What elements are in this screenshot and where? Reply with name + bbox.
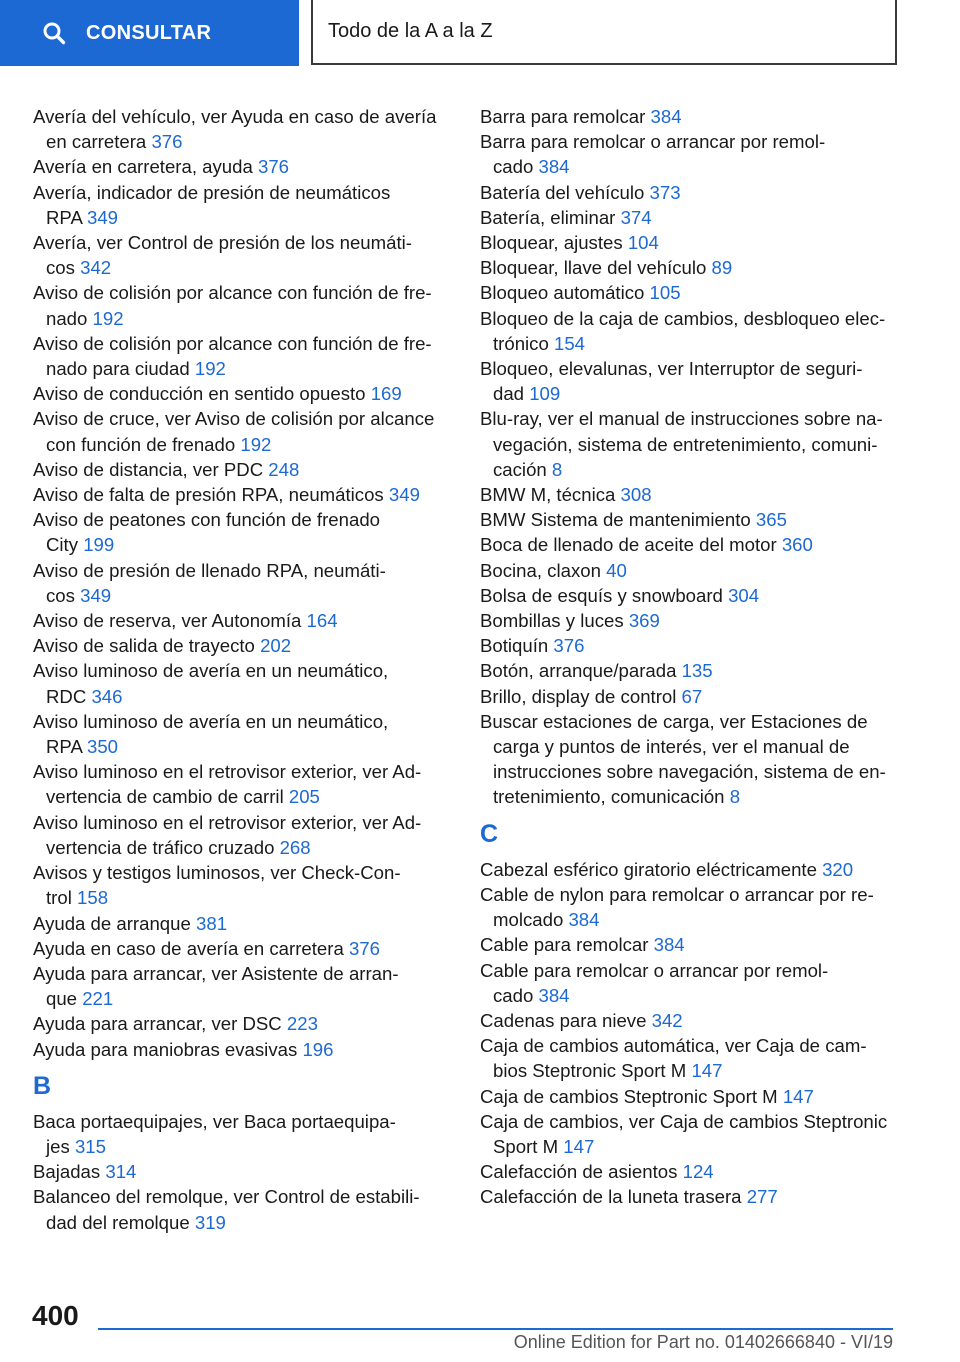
- index-entry: [480, 709, 900, 734]
- index-entry-continuation: [33, 306, 445, 331]
- index-entry-text: molcado: [493, 909, 564, 931]
- index-entry-continuation: [480, 759, 900, 784]
- index-entry: [480, 1084, 900, 1109]
- page-reference-link[interactable]: 268: [279, 836, 311, 858]
- index-entry: [480, 684, 900, 709]
- index-entry: [480, 507, 900, 532]
- index-entry: [480, 633, 900, 658]
- index-entry: [480, 882, 900, 907]
- index-entry-text: Calefacción de la luneta trasera: [480, 1186, 742, 1208]
- index-entry-text: dad: [493, 383, 525, 405]
- page-reference-link[interactable]: 158: [77, 887, 109, 909]
- index-entry: [480, 532, 900, 557]
- index-entry-text: Avería en carretera, ayuda: [33, 156, 253, 178]
- page-reference-link[interactable]: 304: [728, 584, 760, 606]
- index-entry: [33, 1184, 445, 1209]
- index-entry-continuation: [33, 255, 445, 280]
- index-entry-text: cado: [493, 156, 534, 178]
- index-column-right: [480, 104, 900, 1210]
- page-reference-link[interactable]: 376: [348, 937, 380, 959]
- search-label: CONSULTAR: [86, 21, 212, 44]
- index-entry-text: nado para ciudad: [46, 358, 190, 380]
- index-entry-text: Aviso de conducción en sentido opuesto: [33, 383, 366, 405]
- page-reference-link[interactable]: 124: [682, 1161, 714, 1183]
- index-entry-text: Boca de llenado de aceite del motor: [480, 534, 777, 556]
- index-entry: [480, 857, 900, 882]
- page-number: 400: [32, 1300, 79, 1331]
- index-entry: [480, 180, 900, 205]
- index-entry-text: Aviso de salida de trayecto: [33, 635, 255, 657]
- page-reference-link[interactable]: 205: [288, 786, 320, 808]
- index-entry-text: Aviso de colisión por alcance con función de fre-: [33, 332, 432, 354]
- page-reference-link[interactable]: 349: [388, 484, 420, 506]
- page-reference-link[interactable]: 223: [286, 1013, 318, 1035]
- page-reference-link[interactable]: 349: [80, 584, 112, 606]
- index-entry-continuation: [33, 432, 445, 457]
- index-entry: [480, 482, 900, 507]
- index-entry-continuation: [33, 532, 445, 557]
- page-reference-link[interactable]: 104: [627, 232, 659, 254]
- index-entry-text: Bloquear, ajustes: [480, 232, 623, 254]
- index-entry: [33, 961, 445, 986]
- page-reference-link[interactable]: 199: [83, 534, 115, 556]
- page-reference-link[interactable]: 342: [651, 1009, 683, 1031]
- search-button[interactable]: [0, 0, 299, 66]
- page-reference-link[interactable]: 40: [606, 559, 627, 581]
- index-entry-text: BMW M, técnica: [480, 484, 616, 506]
- index-entry: [33, 280, 445, 305]
- index-entry-continuation: [33, 784, 445, 809]
- index-entry-text: Cable de nylon para remolcar o arrancar por re-: [480, 883, 874, 905]
- page-reference-link[interactable]: 369: [628, 610, 660, 632]
- index-entry-text: Calefacción de asientos: [480, 1161, 678, 1183]
- index-entry-text: Brillo, display de control: [480, 685, 677, 707]
- index-entry: [480, 406, 900, 431]
- index-entry-text: Aviso luminoso en el retrovisor exterior, ver Ad-: [33, 761, 422, 783]
- page-reference-link[interactable]: 376: [257, 156, 290, 178]
- page-reference-link[interactable]: 384: [568, 909, 600, 931]
- index-entry: [33, 633, 445, 658]
- index-entry-text: Aviso de presión de llenado RPA, neumáti-: [33, 559, 386, 581]
- index-entry: [480, 1008, 900, 1033]
- index-entry: [480, 1159, 900, 1184]
- page-reference-link[interactable]: 346: [91, 685, 123, 707]
- page-reference-link[interactable]: 360: [781, 534, 813, 556]
- page-reference-link[interactable]: 248: [268, 458, 300, 480]
- page-title: Todo de la A a la Z: [328, 20, 493, 42]
- index-entry-text: Bombillas y luces: [480, 610, 624, 632]
- index-entry-continuation: [33, 986, 445, 1011]
- index-entry: [480, 104, 900, 129]
- page-reference-link[interactable]: 365: [755, 509, 787, 531]
- index-entry-continuation: [33, 129, 445, 154]
- index-entry-text: instrucciones sobre navegación, sistema de en-: [493, 761, 886, 783]
- index-entry-text: Cable para remolcar o arrancar por remol-: [480, 959, 829, 981]
- page-reference-link[interactable]: 164: [306, 610, 338, 632]
- index-entry: [480, 958, 900, 983]
- index-entry-text: Caja de cambios automática, ver Caja de cam-: [480, 1035, 867, 1057]
- page-reference-link[interactable]: 192: [240, 433, 272, 455]
- index-entry-text: Botón, arranque/parada: [480, 660, 677, 682]
- index-entry-continuation: [480, 331, 900, 356]
- index-entry-text: Aviso de peatones con función de frenado: [33, 509, 380, 531]
- index-entry: [33, 1159, 445, 1184]
- index-entry: [480, 1109, 900, 1134]
- index-entry: [480, 230, 900, 255]
- page-reference-link[interactable]: 154: [553, 332, 586, 354]
- index-entry-text: carga y puntos de interés, ver el manual de: [493, 736, 850, 758]
- index-entry: [33, 230, 445, 255]
- index-entry-text: Barra para remolcar o arrancar por remol-: [480, 131, 826, 153]
- search-icon: [42, 20, 68, 46]
- index-entry-text: con función de frenado: [46, 433, 236, 455]
- page-reference-link[interactable]: 374: [620, 206, 652, 228]
- index-entry: [480, 306, 900, 331]
- index-entry: [33, 709, 445, 734]
- index-entry-continuation: [33, 684, 445, 709]
- index-entry-text: Bajadas: [33, 1161, 101, 1183]
- page-reference-link[interactable]: 277: [746, 1186, 778, 1208]
- page-reference-link[interactable]: 320: [822, 858, 854, 880]
- index-entry-text: nado: [46, 307, 88, 329]
- index-entry-text: Aviso de reserva, ver Autonomía: [33, 610, 302, 632]
- index-entry-text: Ayuda en caso de avería en carretera: [33, 937, 344, 959]
- index-entry: [480, 129, 900, 154]
- index-entry: [33, 457, 445, 482]
- index-entry: [480, 255, 900, 280]
- index-entry: [33, 507, 445, 532]
- index-entry: [480, 658, 900, 683]
- index-entry-text: Balanceo del remolque, ver Control de estabili-: [33, 1186, 420, 1208]
- index-entry-text: Ayuda para maniobras evasivas: [33, 1038, 298, 1060]
- index-entry-text: cado: [493, 984, 534, 1006]
- index-entry-continuation: [480, 734, 900, 759]
- index-entry-continuation: [480, 457, 900, 482]
- edition-note: Online Edition for Part no. 01402666840 - VI/19: [513, 1332, 893, 1352]
- index-entry-continuation: [480, 983, 900, 1008]
- page-reference-link[interactable]: 314: [105, 1161, 137, 1183]
- page-reference-link[interactable]: 196: [302, 1038, 334, 1060]
- index-entry-continuation: [33, 734, 445, 759]
- page-reference-link[interactable]: 109: [529, 383, 561, 405]
- index-entry-text: cos: [46, 584, 75, 606]
- index-entry-text: en carretera: [46, 131, 147, 153]
- index-entry: [33, 1037, 445, 1062]
- index-entry-text: Ayuda para arrancar, ver Asistente de arran-: [33, 962, 399, 984]
- index-entry: [33, 860, 445, 885]
- index-entry-text: Bloqueo, elevalunas, ver Interruptor de seguri-: [480, 358, 863, 380]
- page-reference-link[interactable]: 8: [551, 458, 563, 480]
- page-reference-link[interactable]: 192: [194, 358, 226, 380]
- index-entry: [33, 104, 445, 129]
- index-entry: [33, 658, 445, 683]
- index-entry-text: tretenimiento, comunicación: [493, 786, 725, 808]
- index-entry-text: vertencia de tráfico cruzado: [46, 836, 275, 858]
- index-entry-text: bios Steptronic Sport M: [493, 1060, 687, 1082]
- index-entry: [480, 932, 900, 957]
- index-entry-continuation: [480, 907, 900, 932]
- index-entry-text: Botiquín: [480, 635, 549, 657]
- index-entry-text: Avería, ver Control de presión de los neumáti-: [33, 232, 412, 254]
- index-entry-continuation: [33, 356, 445, 381]
- index-entry-continuation: [480, 432, 900, 457]
- index-entry: [33, 482, 445, 507]
- page-reference-link[interactable]: 308: [620, 484, 652, 506]
- index-entry-text: Cable para remolcar: [480, 934, 649, 956]
- index-entry: [480, 1033, 900, 1058]
- index-entry: [33, 608, 445, 633]
- page-reference-link[interactable]: 105: [649, 282, 681, 304]
- index-entry-continuation: [480, 784, 900, 809]
- index-entry-text: Ayuda para arrancar, ver DSC: [33, 1013, 282, 1035]
- index-entry: [480, 583, 900, 608]
- index-entry-text: Bloqueo de la caja de cambios, desbloqueo elec-: [480, 307, 886, 329]
- index-entry-text: Caja de cambios, ver Caja de cambios Steptronic: [480, 1110, 888, 1132]
- index-entry-text: Aviso de distancia, ver PDC: [33, 458, 264, 480]
- index-entry-continuation: [33, 835, 445, 860]
- index-entry-text: Bocina, claxon: [480, 559, 601, 581]
- page-reference-link[interactable]: 376: [151, 131, 183, 153]
- index-entry-continuation: [33, 583, 445, 608]
- index-letter-heading: B: [33, 1071, 52, 1100]
- index-entry-text: Cadenas para nieve: [480, 1009, 647, 1031]
- page-reference-link[interactable]: 192: [92, 307, 124, 329]
- index-entry: [33, 911, 445, 936]
- index-entry: [33, 154, 445, 179]
- index-entry: [33, 759, 445, 784]
- page-reference-link[interactable]: 384: [538, 156, 570, 178]
- index-entry-text: Ayuda de arranque: [33, 912, 191, 934]
- index-entry-text: Cabezal esférico giratorio eléctricamente: [480, 858, 817, 880]
- page-reference-link[interactable]: 376: [553, 635, 585, 657]
- page-reference-link[interactable]: 147: [563, 1135, 595, 1157]
- index-entry: [33, 180, 445, 205]
- page-reference-link[interactable]: 349: [87, 206, 119, 228]
- index-entry-text: Buscar estaciones de carga, ver Estaciones de: [480, 710, 868, 732]
- index-entry-text: Caja de cambios Steptronic Sport M: [480, 1085, 778, 1107]
- index-entry-text: Bloquear, llave del vehículo: [480, 257, 707, 279]
- index-entry: [480, 356, 900, 381]
- index-entry-text: Aviso luminoso de avería en un neumático,: [33, 660, 389, 682]
- header-bar: [0, 0, 960, 66]
- index-entry-text: BMW Sistema de mantenimiento: [480, 509, 751, 531]
- index-entry-text: Avería, indicador de presión de neumáticos: [33, 181, 391, 203]
- page-reference-link[interactable]: 384: [653, 934, 685, 956]
- index-entry: [33, 936, 445, 961]
- index-entry-text: cos: [46, 257, 75, 279]
- index-entry-text: Avisos y testigos luminosos, ver Check-Con-: [33, 862, 401, 884]
- index-entry-continuation: [33, 1210, 445, 1235]
- index-entry-text: Bolsa de esquís y snowboard: [480, 584, 723, 606]
- index-entry-text: RDC: [46, 685, 87, 707]
- page-reference-link[interactable]: 202: [260, 635, 292, 657]
- index-entry: [33, 381, 445, 406]
- page-reference-link[interactable]: 319: [194, 1211, 226, 1233]
- page-reference-link[interactable]: 315: [74, 1135, 106, 1157]
- page-reference-link[interactable]: 384: [538, 984, 570, 1006]
- index-entry: [33, 1011, 445, 1036]
- index-letter-heading: C: [480, 819, 499, 848]
- index-entry-continuation: [480, 1058, 900, 1083]
- index-entry-text: Aviso luminoso de avería en un neumático,: [33, 710, 389, 732]
- index-entry: [480, 280, 900, 305]
- index-entry-text: Barra para remolcar: [480, 106, 646, 127]
- index-entry-text: Sport M: [493, 1135, 559, 1157]
- index-entry: [480, 1184, 900, 1209]
- index-entry-text: Bloqueo automático: [480, 282, 645, 304]
- index-entry-text: Batería, eliminar: [480, 206, 616, 228]
- index-entry-text: jes: [46, 1135, 70, 1157]
- index-entry-text: cación: [493, 458, 547, 480]
- index-entry: [33, 810, 445, 835]
- index-entry-text: Batería del vehículo: [480, 181, 645, 203]
- index-entry: [480, 608, 900, 633]
- page-reference-link[interactable]: 89: [711, 257, 733, 279]
- index-entry-continuation: [33, 1134, 445, 1159]
- page-reference-link[interactable]: 67: [681, 685, 703, 707]
- index-entry-text: City: [46, 534, 79, 556]
- index-entry-text: RPA: [46, 736, 82, 758]
- index-entry-text: trónico: [493, 332, 549, 354]
- index-entry-text: que: [46, 988, 78, 1010]
- index-entry-continuation: [33, 205, 445, 230]
- index-entry-text: Baca portaequipajes, ver Baca portaequipa-: [33, 1110, 396, 1132]
- page-reference-link[interactable]: 147: [691, 1060, 723, 1082]
- page-reference-link[interactable]: 381: [196, 912, 228, 934]
- section-title-tab: [311, 0, 897, 65]
- page-reference-link[interactable]: 147: [782, 1085, 814, 1107]
- page-reference-link[interactable]: 8: [729, 786, 741, 808]
- page-reference-link[interactable]: 373: [649, 181, 681, 203]
- index-entry-text: trol: [46, 887, 72, 909]
- page-reference-link[interactable]: 169: [370, 383, 402, 405]
- index-entry-text: Aviso de colisión por alcance con función de fre-: [33, 282, 432, 304]
- index-entry-text: Aviso de falta de presión RPA, neumáticos: [33, 484, 384, 506]
- index-entry: [480, 205, 900, 230]
- index-entry-text: vertencia de cambio de carril: [46, 786, 284, 808]
- index-entry-text: Aviso de cruce, ver Aviso de colisión por alcance: [33, 408, 435, 430]
- page-reference-link[interactable]: 135: [681, 660, 713, 682]
- index-entry: [480, 558, 900, 583]
- index-entry-continuation: [480, 1134, 900, 1159]
- index-entry-continuation: [480, 154, 900, 179]
- page-reference-link[interactable]: 342: [80, 257, 112, 279]
- index-entry: [33, 406, 445, 431]
- page-reference-link[interactable]: 350: [87, 736, 119, 758]
- index-entry-continuation: [33, 885, 445, 910]
- index-entry-text: vegación, sistema de entretenimiento, comuni-: [493, 433, 878, 455]
- index-entry: [33, 558, 445, 583]
- index-entry-text: Avería del vehículo, ver Ayuda en caso de avería: [33, 106, 437, 127]
- page-reference-link[interactable]: 384: [650, 106, 682, 127]
- index-entry-text: RPA: [46, 206, 82, 228]
- page-reference-link[interactable]: 221: [82, 988, 114, 1010]
- index-entry-text: dad del remolque: [46, 1211, 190, 1233]
- index-entry-continuation: [480, 381, 900, 406]
- index-entry-text: Aviso luminoso en el retrovisor exterior, ver Ad-: [33, 811, 422, 833]
- index-column-left: [33, 104, 445, 1235]
- index-entry: [33, 1109, 445, 1134]
- index-entry: [33, 331, 445, 356]
- footer-divider: [98, 1328, 893, 1330]
- index-entry-text: Blu-ray, ver el manual de instrucciones sobre na-: [480, 408, 883, 430]
